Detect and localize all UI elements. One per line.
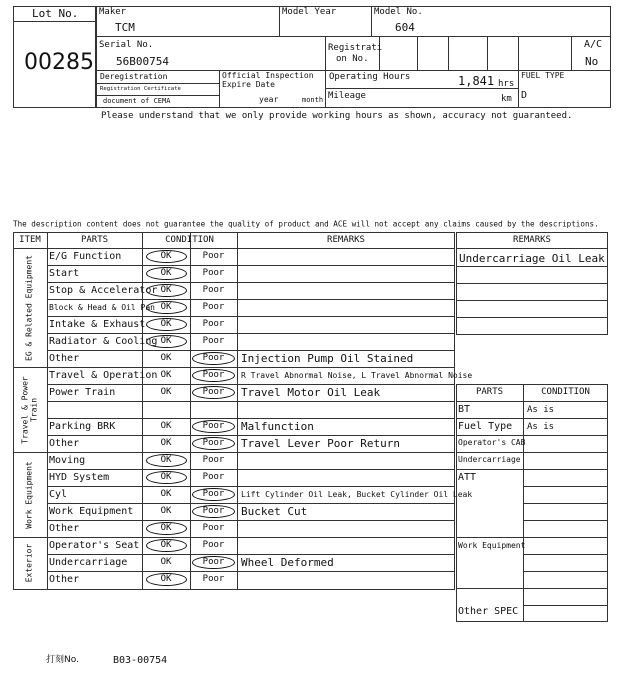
official-inspection-label-2: Expire Date <box>222 80 275 89</box>
ok-option: OK <box>160 574 172 584</box>
poor-option: Poor <box>202 523 225 533</box>
remarks-header: REMARKS <box>327 235 365 245</box>
month-label: month <box>302 96 324 104</box>
ok-option: OK <box>160 557 172 567</box>
poor-option: Poor <box>202 387 225 397</box>
row-part: Power Train <box>49 387 116 398</box>
row-part: Block & Head & Oil Pan <box>49 303 155 312</box>
ok-option: OK <box>160 387 172 397</box>
ok-selected-circle <box>146 335 187 348</box>
poor-selected-circle <box>192 505 235 518</box>
right-part-name: Undercarriage <box>458 455 521 464</box>
row-part: Work Equipment <box>49 506 134 517</box>
poor-selected-circle <box>192 556 235 569</box>
ok-option: OK <box>160 319 172 329</box>
ok-selected-circle <box>146 284 187 297</box>
right-condition-header: CONDITION <box>541 387 590 397</box>
poor-option: Poor <box>202 285 225 295</box>
fuel-type-value: D <box>521 90 528 101</box>
row-part: Other <box>49 353 80 364</box>
ok-option: OK <box>160 336 172 346</box>
row-part: Other <box>49 438 80 449</box>
registration-certificate-label: Registration Certificate <box>100 85 181 92</box>
group-label: Exterior <box>24 543 33 582</box>
poor-option: Poor <box>202 251 225 261</box>
ok-option: OK <box>160 540 172 550</box>
row-remark: R Travel Abnormal Noise, L Travel Abnormal Noise <box>241 371 473 380</box>
row-part: Undercarriage <box>49 557 128 568</box>
row-remark: Travel Motor Oil Leak <box>241 386 381 399</box>
group-label: EG & Related Equipment <box>24 254 33 361</box>
deregistration-label: Deregistration <box>100 72 168 81</box>
poor-option: Poor <box>202 336 225 346</box>
ok-option: OK <box>160 268 172 278</box>
ok-option: OK <box>160 421 172 431</box>
ok-selected-circle <box>146 454 187 467</box>
right-remarks-header: REMARKS <box>513 235 551 245</box>
poor-option: Poor <box>202 455 225 465</box>
ok-selected-circle <box>146 301 187 314</box>
poor-option: Poor <box>202 506 225 516</box>
poor-option: Poor <box>202 574 225 584</box>
item-header: ITEM <box>19 235 41 245</box>
poor-option: Poor <box>202 421 225 431</box>
row-part: Moving <box>49 455 86 466</box>
right-part-name: Operator's CAB <box>458 438 526 447</box>
ok-option: OK <box>160 523 172 533</box>
ok-selected-circle <box>146 267 187 280</box>
stamp-number-value: B03-00754 <box>113 655 168 666</box>
right-part-name: ATT <box>458 472 477 483</box>
poor-option: Poor <box>202 353 225 363</box>
row-part: Operator's Seat <box>49 540 140 551</box>
lot-number: 00285 <box>24 50 94 75</box>
registration-label-1: Registrati <box>328 43 383 53</box>
official-inspection-label-1: Official Inspection <box>222 71 314 80</box>
km-unit: km <box>501 94 512 104</box>
poor-selected-circle <box>192 420 235 433</box>
ok-option: OK <box>160 506 172 516</box>
fuel-type-label: FUEL TYPE <box>521 71 565 80</box>
other-spec-label: Other SPEC <box>458 606 519 617</box>
row-part: Start <box>49 268 80 279</box>
row-part: Parking BRK <box>49 421 116 432</box>
ac-label: A/C <box>584 39 603 50</box>
condition-header: CONDITION <box>165 235 214 245</box>
row-part: Cyl <box>49 489 68 500</box>
ok-selected-circle <box>146 522 187 535</box>
poor-option: Poor <box>202 268 225 278</box>
ok-option: OK <box>160 285 172 295</box>
right-part-condition: As is <box>527 405 555 415</box>
model-no-value: 604 <box>395 21 415 34</box>
parts-header: PARTS <box>80 235 109 245</box>
year-label: year <box>259 95 279 104</box>
ok-option: OK <box>160 251 172 261</box>
row-part: E/G Function <box>49 251 122 262</box>
poor-option: Poor <box>202 489 225 499</box>
row-part: Travel & Operation <box>49 370 158 381</box>
poor-option: Poor <box>202 370 225 380</box>
ok-option: OK <box>160 489 172 499</box>
operating-hours-label: Operating Hours <box>329 72 411 82</box>
poor-selected-circle <box>192 488 235 501</box>
row-remark: Travel Lever Poor Return <box>241 437 400 450</box>
poor-option: Poor <box>202 557 225 567</box>
ok-option: OK <box>160 438 172 448</box>
right-part-condition: As is <box>527 422 555 432</box>
poor-option: Poor <box>202 438 225 448</box>
poor-option: Poor <box>202 540 225 550</box>
disclaimer: The description content does not guarantee the quality of product and ACE will not accept any claims caused by the descriptions. <box>13 220 599 229</box>
hours-value: 1,841 <box>458 74 495 88</box>
ok-option: OK <box>160 455 172 465</box>
cema-label: document of CEMA <box>103 97 171 105</box>
right-parts-header: PARTS <box>475 387 504 397</box>
ac-value: No <box>585 55 599 68</box>
ok-option: OK <box>160 370 172 380</box>
ok-option: OK <box>160 353 172 363</box>
ok-selected-circle <box>146 471 187 484</box>
row-remark: Malfunction <box>241 420 314 433</box>
group-label: Travel & Power Train <box>20 375 38 444</box>
poor-option: Poor <box>202 319 225 329</box>
serial-value: 56B00754 <box>116 55 169 68</box>
ok-option: OK <box>160 302 172 312</box>
poor-option: Poor <box>202 302 225 312</box>
poor-option: Poor <box>202 472 225 482</box>
mileage-label: Mileage <box>328 91 366 101</box>
poor-selected-circle <box>192 437 235 450</box>
right-remarks-first: Undercarriage Oil Leak <box>459 252 605 265</box>
row-part: HYD System <box>49 472 110 483</box>
row-part: Other <box>49 523 80 534</box>
row-remark: Bucket Cut <box>241 505 308 518</box>
work-equipment-label: Work Equipment <box>458 541 526 550</box>
row-remark: Injection Pump Oil Stained <box>241 352 414 365</box>
model-no-label: Model No. <box>374 7 423 17</box>
row-remark: Lift Cylinder Oil Leak, Bucket Cylinder Oil Leak <box>241 490 473 499</box>
ok-selected-circle <box>146 250 187 263</box>
poor-selected-circle <box>192 352 235 365</box>
right-part-name: BT <box>458 404 471 415</box>
row-part: Stop & Accelerator <box>49 285 158 296</box>
stamp-number-label: 打刻No. <box>46 655 79 665</box>
row-part: Radiator & Cooling <box>49 336 158 347</box>
maker-value: TCM <box>115 21 135 34</box>
ok-selected-circle <box>146 573 187 586</box>
ok-option: OK <box>160 472 172 482</box>
row-part: Other <box>49 574 80 585</box>
ok-selected-circle <box>146 318 187 331</box>
right-part-name: Fuel Type <box>458 421 513 432</box>
ok-selected-circle <box>146 539 187 552</box>
registration-label-2: on No. <box>336 54 369 64</box>
serial-label: Serial No. <box>99 40 154 50</box>
hrs-unit: hrs <box>498 79 515 89</box>
poor-selected-circle <box>192 369 235 382</box>
row-part: Intake & Exhaust <box>49 319 146 330</box>
row-remark: Wheel Deformed <box>241 556 334 569</box>
model-year-label: Model Year <box>282 7 337 17</box>
hours-notice: Please understand that we only provide working hours as shown, accuracy not guaranteed. <box>101 111 573 121</box>
poor-selected-circle <box>192 386 235 399</box>
maker-label: Maker <box>99 7 127 17</box>
group-label: Work Equipment <box>24 460 33 529</box>
lot-label: Lot No. <box>32 7 79 20</box>
